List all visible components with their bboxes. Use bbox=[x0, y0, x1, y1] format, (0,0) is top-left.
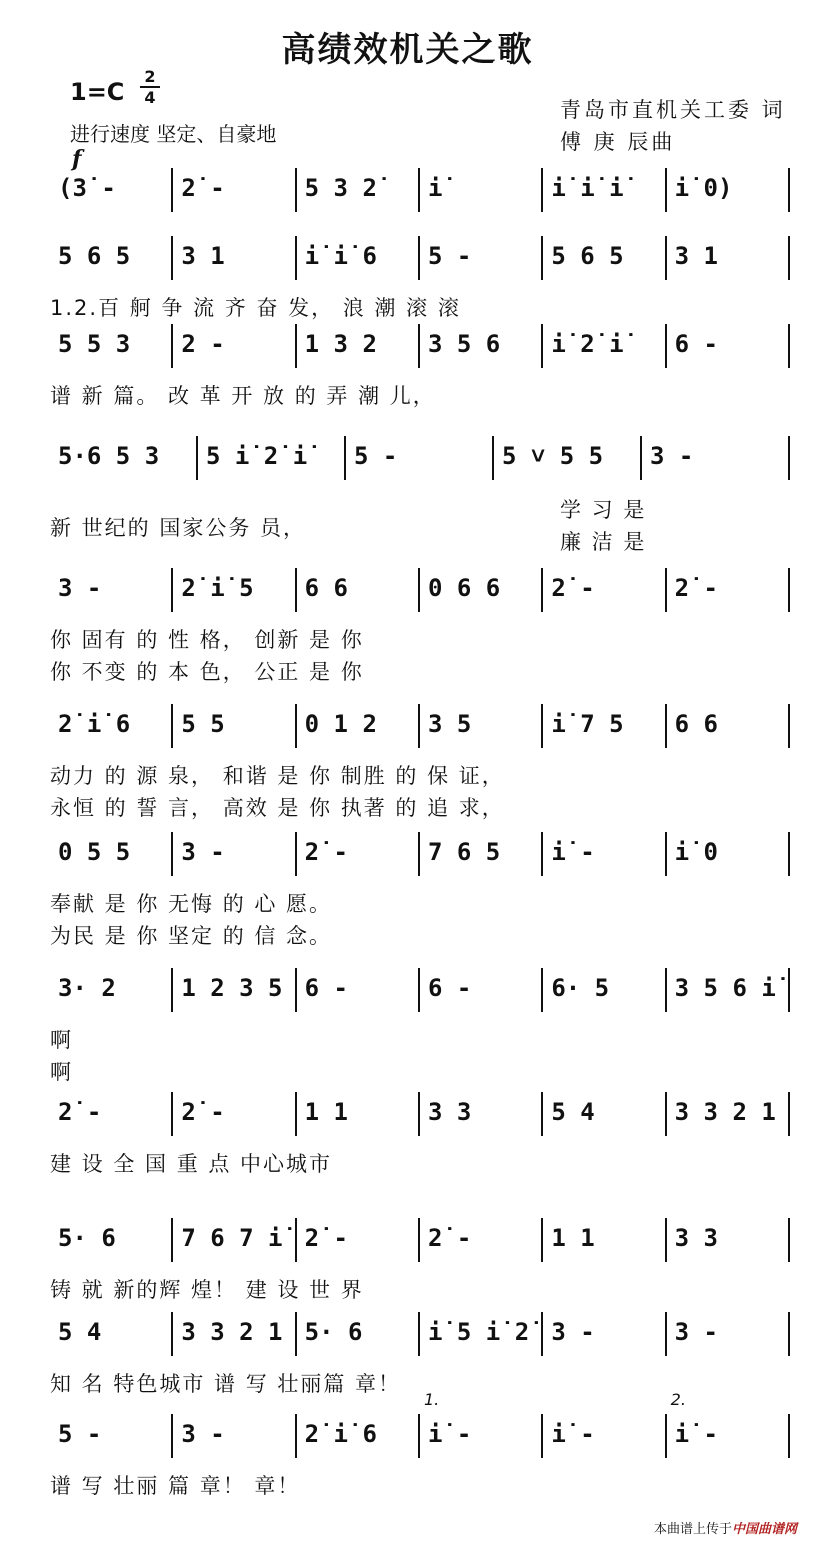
measure: 3 - bbox=[674, 1318, 719, 1346]
measure: i̇ - bbox=[428, 1420, 472, 1448]
measure: 5 - bbox=[58, 1420, 102, 1448]
bar-line bbox=[665, 1414, 667, 1458]
measure: i̇ - bbox=[551, 1420, 595, 1448]
bar-line bbox=[492, 436, 494, 480]
bar-line bbox=[171, 568, 173, 612]
bar-line bbox=[171, 968, 173, 1012]
bar-line bbox=[295, 832, 297, 876]
bar-line bbox=[295, 324, 297, 368]
measure: 5· 6 bbox=[58, 1224, 116, 1252]
bar-line bbox=[665, 1312, 667, 1356]
bar-line bbox=[418, 968, 420, 1012]
bar-line bbox=[541, 568, 543, 612]
bar-line bbox=[665, 168, 667, 212]
measure: i̇ 5 i̇ 2̇ bbox=[428, 1318, 530, 1346]
lyric-line: 谱 写 壮丽 篇 章！ 章！ bbox=[50, 1474, 301, 1498]
measure: i̇ 2̇ i̇ bbox=[551, 330, 624, 358]
lyric-line: 谱 新 篇。 改 革 开 放 的 弄 潮 儿， bbox=[50, 384, 436, 408]
bar-line bbox=[541, 1218, 543, 1262]
measure: 3 - bbox=[551, 1318, 595, 1346]
bar-line bbox=[418, 324, 420, 368]
measure: 2̇ i̇ 6 bbox=[58, 710, 131, 738]
bar-line bbox=[295, 168, 297, 212]
volta-first: 1. bbox=[424, 1390, 440, 1409]
score-system bbox=[50, 168, 790, 212]
bar-line bbox=[665, 832, 667, 876]
score-system bbox=[50, 968, 790, 1012]
measure: 2̇ - bbox=[428, 1224, 472, 1252]
bar-line bbox=[788, 436, 790, 480]
bar-line bbox=[665, 1218, 667, 1262]
bar-line bbox=[788, 704, 790, 748]
measure: 1 3 2 bbox=[304, 330, 377, 358]
measure: 3 - bbox=[181, 1420, 225, 1448]
bar-line bbox=[171, 1312, 173, 1356]
measure: 3 - bbox=[58, 574, 102, 602]
bar-line bbox=[418, 568, 420, 612]
measure: 6 - bbox=[674, 330, 719, 358]
measure: 6· 5 bbox=[551, 974, 610, 1002]
measure: 2 - bbox=[181, 330, 225, 358]
time-signature bbox=[140, 68, 160, 106]
bar-line bbox=[788, 968, 790, 1012]
bar-line bbox=[665, 968, 667, 1012]
measure: 3 5 bbox=[428, 710, 472, 738]
bar-line bbox=[295, 704, 297, 748]
score-system bbox=[50, 1390, 790, 1458]
measure: 6 - bbox=[428, 974, 472, 1002]
tempo-marking: 进行速度 坚定、自豪地 bbox=[70, 122, 277, 146]
measure: 2̇ i̇ 5 bbox=[181, 574, 254, 602]
bar-line bbox=[295, 1218, 297, 1262]
bar-line bbox=[418, 1312, 420, 1356]
measure: 5 - bbox=[428, 242, 472, 270]
measure: 5 3 2̇ bbox=[304, 174, 377, 202]
measure: 5 4 bbox=[551, 1098, 595, 1126]
bar-line bbox=[344, 436, 346, 480]
measure: 3 3 2 1 bbox=[674, 1098, 776, 1126]
bar-line bbox=[665, 236, 667, 280]
score-system bbox=[50, 324, 790, 368]
time-top: 2 bbox=[144, 67, 156, 86]
bar-line bbox=[541, 1092, 543, 1136]
measure: 7 6 7 i̇ bbox=[181, 1224, 283, 1252]
bar-line bbox=[171, 704, 173, 748]
bar-line bbox=[541, 324, 543, 368]
measure: 2̇ - bbox=[181, 1098, 225, 1126]
bar-line bbox=[418, 832, 420, 876]
bar-line bbox=[295, 568, 297, 612]
bar-line bbox=[541, 236, 543, 280]
bar-line bbox=[295, 1312, 297, 1356]
measure: i̇ - bbox=[674, 1420, 719, 1448]
measure: 2̇ - bbox=[58, 1098, 102, 1126]
bar-line bbox=[418, 1092, 420, 1136]
footer-upload: 本曲谱上传于 bbox=[653, 1522, 732, 1537]
lyric-line: 你 不变 的 本 色， 公正 是 你 bbox=[50, 660, 364, 684]
measure: 2̇ - bbox=[304, 1224, 349, 1252]
composer-credit: 傅 庚 辰曲 bbox=[560, 130, 676, 154]
bar-line bbox=[295, 1414, 297, 1458]
measure: 5·6 5 3 bbox=[58, 442, 160, 470]
lyric-line: 1.2.百 舸 争 流 齐 奋 发， 浪 潮 滚 滚 bbox=[50, 296, 461, 320]
bar-line bbox=[665, 1092, 667, 1136]
lyric-line: 动力 的 源 泉， 和谐 是 你 制胜 的 保 证， bbox=[50, 764, 505, 788]
bar-line bbox=[171, 168, 173, 212]
bar-line bbox=[541, 1312, 543, 1356]
bar-line bbox=[171, 324, 173, 368]
footer-site: 中国曲谱网 bbox=[731, 1522, 797, 1537]
measure: (3̇ - bbox=[58, 174, 116, 202]
measure: 1 1 bbox=[551, 1224, 595, 1252]
score-system bbox=[50, 832, 790, 876]
bar-line bbox=[171, 832, 173, 876]
measure: 2̇ - bbox=[551, 574, 595, 602]
score-system bbox=[50, 1218, 790, 1262]
bar-line bbox=[171, 236, 173, 280]
measure: 3 1 bbox=[674, 242, 719, 270]
volta-second: 2. bbox=[670, 1390, 686, 1409]
bar-line bbox=[788, 1414, 790, 1458]
measure: 1 2 3 5 bbox=[181, 974, 283, 1002]
measure: 5 5 3 bbox=[58, 330, 131, 358]
key-signature: 1=C bbox=[70, 78, 125, 106]
lyric-line: 为民 是 你 坚定 的 信 念。 bbox=[50, 924, 333, 948]
measure: 5· 6 bbox=[304, 1318, 363, 1346]
lyric-line: 啊 bbox=[50, 1028, 73, 1052]
lyric-line: 奉献 是 你 无悔 的 心 愿。 bbox=[50, 892, 333, 916]
lyric-line: 永恒 的 誓 言， 高效 是 你 执著 的 追 求， bbox=[50, 796, 505, 820]
bar-line bbox=[665, 568, 667, 612]
bar-line bbox=[196, 436, 198, 480]
lyric-line: 你 固有 的 性 格， 创新 是 你 bbox=[50, 628, 364, 652]
measure: i̇ bbox=[428, 174, 443, 202]
bar-line bbox=[788, 236, 790, 280]
measure: 5 - bbox=[354, 442, 398, 470]
bar-line bbox=[640, 436, 642, 480]
bar-line bbox=[788, 1092, 790, 1136]
lyric-line: 廉 洁 是 bbox=[560, 530, 647, 554]
measure: 6 6 bbox=[674, 710, 719, 738]
measure: 7 6 5 bbox=[428, 838, 501, 866]
measure: 0 5 5 bbox=[58, 838, 131, 866]
song-title: 高绩效机关之歌 bbox=[281, 30, 534, 70]
bar-line bbox=[541, 968, 543, 1012]
bar-line bbox=[788, 832, 790, 876]
measure: 3· 2 bbox=[58, 974, 116, 1002]
measure: 5 5 bbox=[181, 710, 225, 738]
measure: 3 3 2 1 bbox=[181, 1318, 283, 1346]
bar-line bbox=[418, 1414, 420, 1458]
bar-line bbox=[541, 704, 543, 748]
measure: 6 6 bbox=[304, 574, 349, 602]
bar-line bbox=[541, 832, 543, 876]
score-system bbox=[50, 1312, 790, 1356]
measure: 2̇ - bbox=[674, 574, 719, 602]
bar-line bbox=[171, 1218, 173, 1262]
measure: i̇ - bbox=[551, 838, 595, 866]
bar-line bbox=[418, 168, 420, 212]
bar-line bbox=[788, 168, 790, 212]
score-system bbox=[50, 568, 790, 612]
measure: 2̇ i̇ 6 bbox=[304, 1420, 377, 1448]
measure: 3 - bbox=[181, 838, 225, 866]
measure: 3 - bbox=[650, 442, 694, 470]
measure: 3 1 bbox=[181, 242, 225, 270]
time-bottom: 4 bbox=[144, 88, 156, 107]
measure: 5 ˅ 5 5 bbox=[502, 442, 604, 470]
measure: 0 6 6 bbox=[428, 574, 501, 602]
bar-line bbox=[541, 168, 543, 212]
lyric-line: 新 世纪的 国家公务 员， bbox=[50, 516, 307, 540]
measure: i̇ 0) bbox=[674, 174, 733, 202]
measure: 5 i̇ 2̇ i̇ bbox=[206, 442, 308, 470]
bar-line bbox=[665, 704, 667, 748]
bar-line bbox=[295, 968, 297, 1012]
lyricist-credit: 青岛市直机关工委 词 bbox=[560, 98, 786, 122]
measure: 2̇ - bbox=[304, 838, 349, 866]
bar-line bbox=[171, 1092, 173, 1136]
bar-line bbox=[171, 1414, 173, 1458]
score-system bbox=[50, 236, 790, 280]
bar-line bbox=[295, 236, 297, 280]
score-system bbox=[50, 1092, 790, 1136]
bar-line bbox=[418, 704, 420, 748]
measure: i̇ i̇ 6 bbox=[304, 242, 377, 270]
measure: 2̇ - bbox=[181, 174, 225, 202]
bar-line bbox=[788, 324, 790, 368]
bar-line bbox=[788, 568, 790, 612]
dynamic-marking: f bbox=[72, 146, 82, 172]
measure: 3 5 6 bbox=[428, 330, 501, 358]
measure: i̇ 7 5 bbox=[551, 710, 624, 738]
bar-line bbox=[788, 1218, 790, 1262]
lyric-line: 学 习 是 bbox=[560, 498, 647, 522]
measure: i̇ 0 bbox=[674, 838, 719, 866]
footer-credit bbox=[654, 1518, 797, 1537]
lyric-line: 知 名 特色城市 谱 写 壮丽篇 章！ bbox=[50, 1372, 402, 1396]
bar-line bbox=[418, 236, 420, 280]
measure: 3 5 6 i̇ bbox=[674, 974, 776, 1002]
score-system bbox=[50, 704, 790, 748]
lyric-line: 建 设 全 国 重 点 中心城市 bbox=[50, 1152, 333, 1176]
measure: 5 6 5 bbox=[58, 242, 131, 270]
measure: 5 4 bbox=[58, 1318, 102, 1346]
measure: 3 3 bbox=[428, 1098, 472, 1126]
measure: 6 - bbox=[304, 974, 349, 1002]
bar-line bbox=[665, 324, 667, 368]
measure: 0 1 2 bbox=[304, 710, 377, 738]
measure: 3 3 bbox=[674, 1224, 719, 1252]
lyric-line: 啊 bbox=[50, 1060, 73, 1084]
measure: 5 6 5 bbox=[551, 242, 624, 270]
measure: 1 1 bbox=[304, 1098, 349, 1126]
bar-line bbox=[418, 1218, 420, 1262]
measure: i̇ i̇ i̇ bbox=[551, 174, 624, 202]
bar-line bbox=[541, 1414, 543, 1458]
lyric-line: 铸 就 新的辉 煌！ 建 设 世 界 bbox=[50, 1278, 364, 1302]
score-system bbox=[50, 436, 790, 480]
bar-line bbox=[295, 1092, 297, 1136]
bar-line bbox=[788, 1312, 790, 1356]
